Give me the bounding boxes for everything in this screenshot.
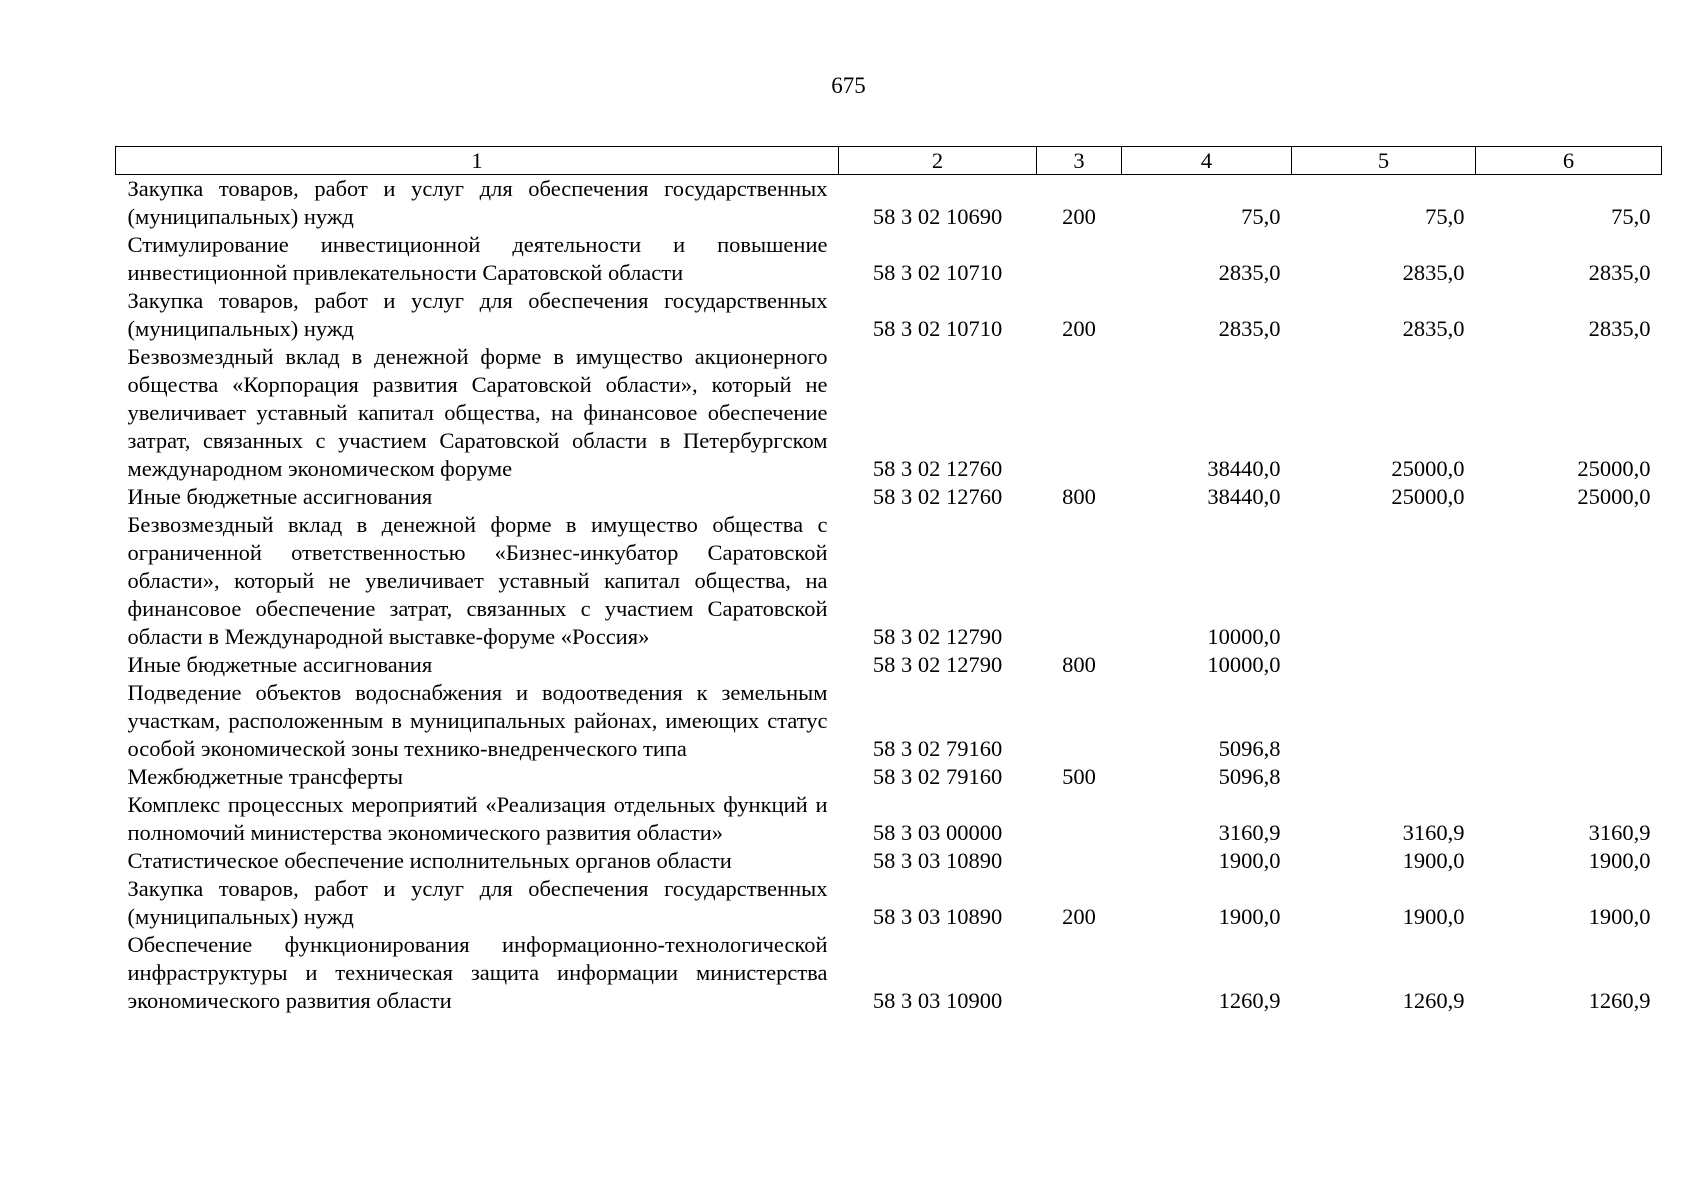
row-value-1-cell: 1900,0 xyxy=(1218,904,1281,929)
row-name-cell: Безвозмездный вклад в денежной форме в имущество акционерного общества «Корпорация развития Саратовской области», который не увеличивает уставный капитал общества, на финансовое обеспечение затрат, связанных с участием Саратовской области в Петербургском международном экономическом форуме xyxy=(127,344,828,481)
row-code-cell: 58 3 03 00000 xyxy=(872,820,1003,845)
table-row xyxy=(116,875,1662,931)
table-row xyxy=(116,231,1662,287)
row-type-cell xyxy=(1037,231,1122,287)
row-code-cell: 58 3 03 10890 xyxy=(872,904,1003,929)
column-header-name: 1 xyxy=(116,147,839,175)
row-value-3-cell: 25000,0 xyxy=(1577,484,1651,509)
row-code-cell: 58 3 02 12760 xyxy=(872,484,1003,509)
table-header xyxy=(116,147,1662,175)
row-value-1-cell: 10000,0 xyxy=(1207,652,1281,677)
row-value-1-cell: 38440,0 xyxy=(1207,456,1281,481)
row-value-2-cell: 1260,9 xyxy=(1402,988,1465,1013)
row-name-cell: Иные бюджетные ассигнования xyxy=(127,652,433,677)
row-value-1-cell: 5096,8 xyxy=(1218,736,1281,761)
row-name-cell: Межбюджетные трансферты xyxy=(127,764,403,789)
row-code-cell: 58 3 02 10710 xyxy=(872,316,1003,341)
row-value-1-cell: 2835,0 xyxy=(1218,260,1281,285)
row-value-1-cell: 2835,0 xyxy=(1218,316,1281,341)
column-header-value-2: 5 xyxy=(1292,147,1476,175)
table-row xyxy=(116,175,1662,232)
row-value-3-cell xyxy=(1476,763,1662,791)
row-type-cell xyxy=(1037,343,1122,483)
row-value-1-cell: 5096,8 xyxy=(1218,764,1281,789)
budget-table xyxy=(115,146,1662,1015)
row-value-3-cell: 1900,0 xyxy=(1588,848,1651,873)
page-number: 675 xyxy=(831,73,866,98)
row-name-cell: Закупка товаров, работ и услуг для обеспечения государственных (муниципальных) нужд xyxy=(127,176,828,229)
row-type-cell xyxy=(1037,511,1122,651)
table-row xyxy=(116,483,1662,511)
row-type-cell xyxy=(1037,847,1122,875)
table-row xyxy=(116,931,1662,1015)
row-type-cell: 200 xyxy=(1062,904,1096,929)
row-value-1-cell: 3160,9 xyxy=(1218,820,1281,845)
row-value-3-cell: 2835,0 xyxy=(1588,260,1651,285)
table-row xyxy=(116,287,1662,343)
row-value-2-cell: 25000,0 xyxy=(1391,484,1465,509)
row-name-cell: Стимулирование инвестиционной деятельности и повышение инвестиционной привлекательности Саратовской области xyxy=(127,232,828,285)
header-row xyxy=(116,147,1662,175)
row-type-cell: 800 xyxy=(1062,484,1096,509)
row-code-cell: 58 3 03 10900 xyxy=(872,988,1003,1013)
row-value-2-cell: 2835,0 xyxy=(1402,316,1465,341)
row-name-cell: Иные бюджетные ассигнования xyxy=(127,484,433,509)
row-code-cell: 58 3 02 10690 xyxy=(872,204,1003,229)
row-value-3-cell xyxy=(1476,511,1662,651)
table-row xyxy=(116,651,1662,679)
row-name-cell: Подведение объектов водоснабжения и водоотведения к земельным участкам, расположенным в муниципальных районах, имеющих статус особой экономической зоны технико-внедренческого типа xyxy=(127,680,828,761)
row-value-1-cell: 1260,9 xyxy=(1218,988,1281,1013)
row-type-cell: 200 xyxy=(1062,316,1096,341)
table-row xyxy=(116,511,1662,651)
row-value-2-cell: 2835,0 xyxy=(1402,260,1465,285)
row-code-cell: 58 3 02 10710 xyxy=(872,260,1003,285)
row-type-cell xyxy=(1037,931,1122,1015)
table-row xyxy=(116,791,1662,847)
row-code-cell: 58 3 02 79160 xyxy=(872,764,1003,789)
row-value-2-cell xyxy=(1292,763,1476,791)
table-row xyxy=(116,679,1662,763)
row-name-cell: Безвозмездный вклад в денежной форме в имущество общества с ограниченной ответственностью «Бизнес-инкубатор Саратовской области», который не увеличивает уставный капитал общества, на финансовое обеспечение затрат, связанных с участием Саратовской области в Международной выставке-форуме «Россия» xyxy=(127,512,828,649)
row-name-cell: Закупка товаров, работ и услуг для обеспечения государственных (муниципальных) нужд xyxy=(127,876,828,929)
column-header-type: 3 xyxy=(1037,147,1122,175)
column-header-value-3: 6 xyxy=(1476,147,1662,175)
row-code-cell: 58 3 02 12790 xyxy=(872,624,1003,649)
row-value-2-cell: 1900,0 xyxy=(1402,904,1465,929)
row-value-2-cell xyxy=(1292,511,1476,651)
row-value-2-cell: 75,0 xyxy=(1425,204,1465,229)
row-value-3-cell xyxy=(1476,679,1662,763)
table-body xyxy=(116,175,1662,1016)
row-value-2-cell: 3160,9 xyxy=(1402,820,1465,845)
row-code-cell: 58 3 02 12790 xyxy=(872,652,1003,677)
row-value-1-cell: 75,0 xyxy=(1241,204,1281,229)
row-name-cell: Закупка товаров, работ и услуг для обеспечения государственных (муниципальных) нужд xyxy=(127,288,828,341)
row-value-2-cell: 1900,0 xyxy=(1402,848,1465,873)
row-value-1-cell: 1900,0 xyxy=(1218,848,1281,873)
row-code-cell: 58 3 03 10890 xyxy=(872,848,1003,873)
row-code-cell: 58 3 02 12760 xyxy=(872,456,1003,481)
row-value-3-cell: 2835,0 xyxy=(1588,316,1651,341)
table-row xyxy=(116,847,1662,875)
column-header-code: 2 xyxy=(839,147,1037,175)
row-name-cell: Статистическое обеспечение исполнительных органов области xyxy=(127,848,732,873)
row-value-3-cell: 3160,9 xyxy=(1588,820,1651,845)
row-value-2-cell xyxy=(1292,679,1476,763)
row-value-1-cell: 38440,0 xyxy=(1207,484,1281,509)
column-header-value-1: 4 xyxy=(1122,147,1292,175)
table-row xyxy=(116,343,1662,483)
row-type-cell: 500 xyxy=(1062,764,1096,789)
row-value-3-cell: 25000,0 xyxy=(1577,456,1651,481)
row-value-2-cell: 25000,0 xyxy=(1391,456,1465,481)
row-type-cell xyxy=(1037,679,1122,763)
row-value-3-cell xyxy=(1476,651,1662,679)
row-value-2-cell xyxy=(1292,651,1476,679)
row-type-cell: 200 xyxy=(1062,204,1096,229)
row-code-cell: 58 3 02 79160 xyxy=(872,736,1003,761)
row-name-cell: Комплекс процессных мероприятий «Реализация отдельных функций и полномочий министерства экономического развития области» xyxy=(127,792,828,845)
row-value-3-cell: 1260,9 xyxy=(1588,988,1651,1013)
row-value-3-cell: 1900,0 xyxy=(1588,904,1651,929)
row-name-cell: Обеспечение функционирования информационно-технологической инфраструктуры и техническая защита информации министерства экономического развития области xyxy=(127,932,828,1013)
row-value-1-cell: 10000,0 xyxy=(1207,624,1281,649)
row-type-cell xyxy=(1037,791,1122,847)
table-row xyxy=(116,763,1662,791)
row-type-cell: 800 xyxy=(1062,652,1096,677)
row-value-3-cell: 75,0 xyxy=(1611,204,1651,229)
